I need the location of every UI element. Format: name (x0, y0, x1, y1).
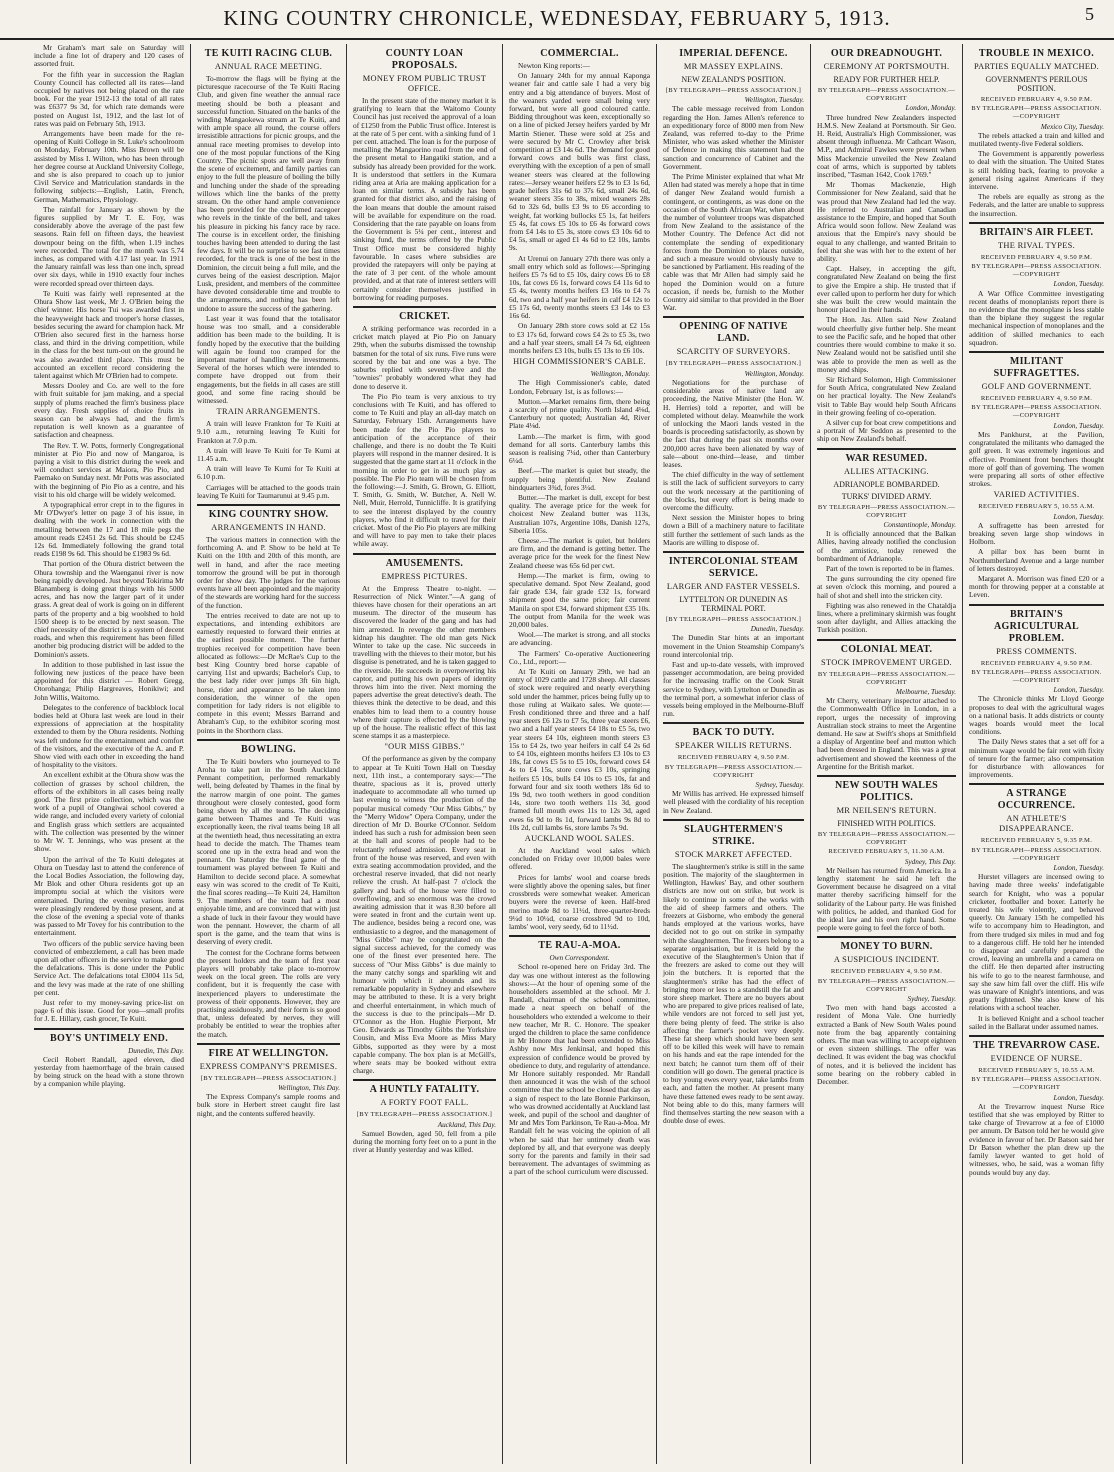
headline: A STRANGE OCCURRENCE. (969, 783, 1104, 812)
paragraph: A train will leave Te Kuiti for Te Kumi at 11.45 a.m. (197, 445, 340, 463)
received-line: RECEIVED FEBRUARY 4, 9.50 P.M. (980, 659, 1093, 667)
subheading: NEW ZEALAND'S POSITION. (681, 75, 786, 84)
paragraph: In the present state of the money market it is gratifying to learn that the Waitomo County Council has just received the approval of a loan of £1250 from the Public Trust office. Interest is at the rate of 5 per cent. with a sinking fund of 1 per cent. attached. The loan is for the purpose of metalling the Mangaorino road from the end of the present metal to Hangatiki station, and a subsidy has already been provided for the work. It is understood that settlers in the Kumara riding area at Aria are making application for a loan on similar terms. A subsidy has been granted for that district also, and the raising of the loan means that double the amount raised will be available for expenditure on the road. Considering that the rate payable on loans from the Government is 5¼ per cent., interest and sinking fund, the terms offered by the Public Trust Office must be considered highly favourable. In cases where subsidies are provided the ratepayers will only be paying at the rate of 3 per cent. of the whole amount provided, and at that rate of interest settlers will certainly consider themselves justified in borrowing for reading purposes. (353, 96, 496, 302)
subheading: MR NEILSEN'S RETURN. (836, 806, 937, 816)
subheading: A SUSPICIOUS INCIDENT. (833, 955, 940, 965)
subheading: ARRANGEMENTS IN HAND. (211, 522, 326, 532)
paragraph: Fast and up-to-date vessels, with improved passenger accommodation, are being provided for the increasing traffic on the Cook Strait service to Sydney, with Lyttelton or Dunedin as the terminal port, a somewhat inferior class of vessels being employed in the Melbourne-Bluff run. (663, 659, 804, 719)
paragraph: On January 24th for my annual Kaponga weaner fair and cattle sale I had a very big entry and a big attendance of buyers. Most of the weaners yarded were small being very forward, but were all good coloured cattle. Bidding throughout was keen, exceptionally so on a line of picked Jersey heifers yarded by Mr Martin Stiener. These were sold at 25s and were secured by Mr C. Crowley after brisk competition at £3 14s 6d. The demand for good forward cows and bulls was first class, everything with the exception of a pen of small weaner steers was cleared at the following rates:—Jersey weaner heifers £2 9s to £3 1s 6d, grade heifers 31s 6d to 37s 6d, small 24s 6d, weaner steers 35s to 38s, mixed weaners 28s 6d to 32s 6d, bulls £3 9s to £6 according to weight, fat working bullocks £5 1s, fat heifers £5 4s, fat cows £5 10s to £6 4s forward cows from £4 14s to £5 3s, store cows £3 10s 6d to £4 5s, small or aged £1 4s 6d to £2 10s, lambs 9s. (509, 71, 650, 253)
subheading: FINISHED WITH POLITICS. (837, 819, 936, 829)
subheading: PRESS COMMENTS. (996, 646, 1077, 656)
headline: AMUSEMENTS. (353, 553, 496, 570)
paragraph: Lamb.—The market is firm, with good demand for all sorts. Canterbury lambs this season is realising 7¼d, other than Canterbury 6¼d. (509, 431, 650, 466)
headline: WAR RESUMED. (817, 448, 956, 465)
paragraph: Carriages will be attached to the goods train leaving Te Kuiti for Taumarunui at 9.45 p.m. (197, 482, 340, 500)
paragraph: The Daily News states that a set off for a minimum wage would be fair rent with fixity of tenure for the farmer; also compensation for disturbance with allowances for improvements. (969, 737, 1104, 780)
subheading: ANNUAL RACE MEETING. (214, 62, 323, 71)
credit-line: BY TELEGRAPH—PRESS ASSOCIATION.—COPYRIGHT (817, 87, 956, 103)
dateline: Wellington, Tuesday. (744, 96, 804, 105)
paragraph: Negotiations for the purchase of considerable areas of native land are proceeding, the Native Minister (the Hon. W. H. Herries) told a reporter, and will be completed without delay. Meanwhile the work of unlocking the Maori lands vested in the boards is proceeding satisfactorily, as shown by the fact that during the past six months over 200,000 acres have been alienated by way of sale—about one-third—lease, and timber leases. (663, 377, 804, 469)
dateline: London, Tuesday. (1053, 512, 1104, 521)
headline: KING COUNTRY SHOW. (197, 504, 340, 521)
paragraph: It is believed Knight and a school teacher sailed in the Ballarat under assumed names. (969, 1013, 1104, 1031)
paragraph: School re-opened here on Friday 3rd. The day was one without interest as the following shows:—At the hour of opening some of the householders assembled at the school. Mr J. Randall, chairman of the school committee, made a neat speech on behalf of the householders who extended a welcome to their new teacher, Mr R. C. Honore. The speaker urged the children to place the same confidence in Mr Honore that had been extended to Miss Ashby now Mrs Jenkinsal, and hoped this expression of confidence would be proved by obedience to duty, and regularity of attendance. Mr Honore suitably responded. Mr Randall then announced it was the wish of the school committee that the school be closed that day as a sign of respect to the late Bonnie Parkinson, who was drowned accidentally at Auckland last week, and pupil of the school and daughter of Mr and Mrs Tom Parkinson, Te Rau-a-Moa. Mr Randall felt he was voicing the opinion of all when he said that her untimely death was deplored by all, and that everyone was deeply sorry for the parents and family in their sad bereavement. The advantages of swimming as a part of the school curriculum were discussed. (509, 962, 650, 1177)
paragraph: A pillar box has been burnt in Northumberland Avenue and a large number of letters destroyed. (969, 547, 1104, 573)
credit-line: BY TELEGRAPH—PRESS ASSOCIATION.—COPYRIGHT (817, 831, 956, 847)
headline: BOWLING. (197, 739, 340, 756)
paragraph: The High Commissioner's cable, dated London, February 1st, is as follows:— (509, 378, 650, 396)
paragraph: Sir Richard Solomon, High Commissioner for South Africa, congratulated New Zealand on her practical loyalty. The New Zealand's visit to Table Bay would help South Africans in their growing feeling of co-operation. (817, 374, 956, 417)
paragraph: The contest for the Cochrane forms between the present holders and the team of first year players will probably take place to-morrow week on the local green. The rolls are very confident, but it is frequently the case with inexperienced players to underestimate the prowess of their opponents. However, they are practising assiduously, and their form is so good that, unless defeated by nerves, they will probably be entitled to wear the trophies after the match. (197, 947, 340, 1039)
headline: BRITAIN'S AGRICULTURAL PROBLEM. (969, 604, 1104, 645)
paragraph: Next session the Minister hopes to bring down a Bill of a machinery nature to facilitate still further the settlement of such lands as the Maoris are willing to dispose of. (663, 513, 804, 547)
dateline: London, Tuesday. (1053, 864, 1104, 872)
headline: IMPERIAL DEFENCE. (679, 48, 788, 59)
received-line: RECEIVED FEBRUARY 5, 10.55 A.M. (978, 503, 1095, 511)
column-6 (810, 44, 962, 1464)
paragraph: Beef.—The market is quiet but steady, the supply being plentiful. New Zealand hindquarters 3¾d, fores 3¼d. (509, 466, 650, 492)
paragraph: Samuel Bowden, aged 50, fell from a pile during the morning forty feet on to a punt in the river at Huntly yesterday and was killed. (353, 1128, 496, 1155)
paragraph: The rebels attacked a train and killed and mutilated twenty-five Federal soldiers. (969, 130, 1104, 149)
credit-line: BY TELEGRAPH—PRESS ASSOCIATION.—COPYRIGHT (817, 503, 956, 519)
paragraph: The Te Kuiti bowlers who journeyed to Te Aroha to take part in the South Auckland Pennant competition, performed remarkably well, being defeated by Thames in the final by the narrow margin of one point. The games throughout were closely contested, good form being shown by all the teams. The deciding game between Thames and Te Kuiti was exceptionally keen, the rival teams being 18 all at the twentieth head, thus necessitating an extra head to decide the match. The Thames team scored one up in the extra head and won the pennant. On Saturday the final game of the tournament was played between Te Kuiti and Hamilton to decide second place. A somewhat easy win was scored to the credit of Te Kuiti, the final scores reading—Te Kuiti 24, Hamilton 9. The members of the team had a most enjoyable time, and are convinced that with just a shade of luck in their favour they would have won the pennant. However, the charm of all sport is the game, and the team that wins is deserving of every credit. (197, 756, 340, 947)
headline: COLONIAL MEAT. (817, 639, 956, 656)
paragraph: Mr Neilsen has returned from America. In a lengthy statement he said he left the Government because he disagreed on a vital matter thereby sacrificing himself for the solidarity of the Labour party. He was finished with politics, he added, and thanked God for the ideal law and his own right hand. Some people were going to feel the force of both. (817, 865, 956, 933)
paragraph: At Te Kuiti on January 29th, we had an entry of 1029 cattle and 1728 sheep. All classes of stock were required and nearly everything sold under the hammer, prices being fully up to those ruling at Waikato sales. We quote:—Fresh conditioned three and three and a half year steers £6 12s to £7 5s, three year steers £6, two and a half year steers £4 18s to £5 5s, two year steers £4 10s, eighteen month steers £3 15s to £4 2s, two year heifers in calf £4 2s 6d to £4 10s, eighteen months heifers £3 10s to £3 18s, fat cows £5 5s to £5 10s, forward cows £4 4s to £4 15s, store cows £3 10s, springing heifers £5 10s, bulls £4 10s to £5 10s, fat and forward four and six tooth wethers 18s 6d to 19s 9d, two tooth wethers in good condition 14s, store two tooth wethers 11s 3d, good framed full mouth ewes 11s to 12s 3d, aged ewes 6s 9d to 8s 1d, forward lambs 9s 8d to 10s 2d, cull lambs 6s, store lambs 7s 9d. (509, 667, 650, 832)
paragraph: The Hon. Jas. Allen said New Zealand would cheerfully give further help. She meant to see the Pacific safe, and he hoped that other countries there would combine to make it so. New Zealand would not be satisfied until she was able to provide the men as well as the money and ships. (817, 315, 956, 374)
paragraph: Messrs Dooley and Co. are well to the fore with fruit suitable for jam making, and a special supply of plums reached the firm's business place every day. Fresh supplies of choice fruits in season can be always had, and the firm's reputation is well known as a guarantee of satisfaction and cheapness. (34, 381, 184, 440)
paragraph: Delegates to the conference of backblock local bodies held at Ohura last week are loud in their expressions of appreciation at the hospitality extended to them by the Ohura residents. Nothing was left undone for the entertainment and comfort of the visitors, and the executive of the A. and P. Show vied with each other in exceeding the hand of hospitality to the visitors. (34, 702, 184, 770)
newspaper-title: KING COUNTRY CHRONICLE, WEDNESDAY, FEBRUARY 5, 1913. (223, 6, 891, 30)
subheading: ALLIES ATTACKING. (844, 466, 929, 476)
paragraph: Of the performance as given by the company to appear at Te Kuiti Town Hall on Tuesday next, 11th inst., a contemporary says:—"The theatre, spacious as it is, proved utterly inadequate to accommodate all who turned up last evening to witness the production of the popular musical comedy "Our Miss Gibbs," by the "Merry Widow" Opera Company, under the direction of Mr D. Bourke O'Connor. Seldom indeed has such a rush for admission been seen at the hall and scores of people had to be reluctantly refused admission. Every seat in front of the house was reserved, and even with extra seating accommodation provided, and the orchestral reserve invaded, that did not nearly relieve the crush. At half-past 7 o'clock the gallery and back of the house were filled to overflowing, and so enormous was the crowd awaiting admission that it was 8.30 before all were seated in front and the curtain went up. The audience, besides being a record one, was enthusiastic to a degree, and the management of "Miss Gibbs" may be congratulated on the signal success achieved, for the comedy was one of the finest ever presented here. The success of "Our Miss Gibbs" is due mainly to the many catchy songs and sparkling wit and humour with which it abounds and its remarkable popularity in Sydney and elsewhere may be attributed to these. It is a very bright and cheerful entertainment, in which much of the success is due to the principals—Mr D. O'Connor as the Hon. Hughie Pierpont, Mr Geo. Edwards as Timothy Gibbs the Yorkshire Cousin, and Miss Eva Moore as Miss Mary Gibbs, supported as they were by a most capable company. The box plan is at McGill's, where seats may be booked without extra charge. (353, 754, 496, 1076)
paragraph: It is officially announced that the Balkan Allies, having already notified the conclusion of the armistice, today renewed the bombardment of Adrianople. (817, 529, 956, 563)
headline: TE KUITI RACING CLUB. (204, 48, 333, 59)
paragraph: Arrangements have been made for the re-opening of Kuiti College in St. Luke's schoolroom on Monday, February 10th. Miss Brown will be assisted by Miss I. Wilton, who has been through her degree course at Auckland University College, and she is also prepared to coach up to junior Civil Service and Matriculation standards in the following subjects:—English, Latin, French, German, Mathematics, Physiology. (34, 129, 184, 204)
dateline: Sydney, This Day. (904, 857, 956, 866)
subheading: GOLF AND GOVERNMENT. (981, 382, 1092, 392)
paragraph: Mrs Pankhurst, at the Pavilion, congratulated the militants who damaged the golf green. It was extremely ingenious and effective. Prominent front benchers thought more of golf than of governing. The women were preparing all sorts of other effective strokes. (969, 429, 1104, 489)
dateline: Wellington, Monday. (744, 369, 804, 378)
paragraph: The chief difficulty in the way of settlement is still the lack of sufficient surveyors to carry out the work necessary at the partitioning of the blocks, but every effort is being made to overcome the difficulty. (663, 470, 804, 512)
paragraph: Hemp.—The market is firm, owing to speculative demand. Spot New Zealand, good fair grade £34, fair grade £32 1s, forward shipment good the same price; fair current Manila on spot £34, forward shipment £35 10s. The output from Manila for the week was 20,000 bales. (509, 570, 650, 629)
headline: NEW SOUTH WALES POLITICS. (817, 775, 956, 804)
headline: COMMERCIAL. (540, 48, 619, 59)
credit-line: [BY TELEGRAPH—PRESS ASSOCIATION.] (665, 615, 802, 623)
received-line: RECEIVED FEBRUARY 4, 9.50 P.M. (980, 253, 1093, 261)
credit-line: BY TELEGRAPH—PRESS ASSOCIATION.—COPYRIGHT (971, 1076, 1102, 1092)
subheading: MONEY FROM PUBLIC TRUST OFFICE. (362, 74, 487, 93)
column-1 (28, 44, 190, 1464)
paragraph: Cheese.—The market is quiet, but holders are firm, and the demand is getting better. The average price for the week for the finest New Zealand cheese was 65s 6d per cwt. (509, 535, 650, 570)
paragraph: A War Office Committee investigating recent deaths of monoplanists report there is no evidence that the monoplane is less stable than the biplane they suggest the regular mechanical inspection of monoplanes and the addition of skilled mechanics to each squadron. (969, 288, 1104, 347)
subheading: READY FOR FURTHER HELP. (833, 75, 940, 84)
paragraph: Two officers of the public service having been convicted of embezzlement, a call has been made upon all other officers in the service to make good the defalcations. This is done under the Public Service Act. The defalcations total £3004 11s 5d, and the levy was made at the rate of one shilling per cent. (34, 938, 184, 997)
received-line: RECEIVED FEBRUARY 5, 10.55 A.M. (978, 1067, 1095, 1075)
paragraph: Butter.—The market is dull, except for best quality. The average price for the week for choicest New Zealand butter was 113s, Australian 107s, Argentine 108s, Danish 127s, Siberia 105s. (509, 492, 650, 535)
headline: TE RAU-A-MOA. (509, 935, 650, 952)
paragraph: To-morrow the flags will be flying at the picturesque racecourse of the Te Kuiti Racing Club, and given fine weather the annual race meeting should be both a pleasant and successful function. Situated on the banks of the winding Mangaokewa stream at Te Kuiti, and with ample space all round, the course offers irresistible attractions for picnic groups, and the annual race meeting promises to develop into one of the most popular functions of the King Country. The picnic spots are well away from the scene of excitement, and family parties can enjoy to the full the pleasure of boiling the billy and lunching under the shade of the spreading willows which line the banks of the pretty stream. On the other hand ample convenience has been provided for the confirmed racegoer who revels in the tinkle of the bell, and takes his pleasure in picking his fancy race by race. The course is in excellent order, the finishing touches having been attended to during the last few days. It will be no surprise to see fast times recorded, for the track is one of the best in the Dominion, the circuit being a full mile, and the curves being of the easiest description. Major Lusk, president, and members of the committee have devoted considerable time and trouble to the arrangements, and nothing has been left undone to assure the success of the gathering. (197, 74, 340, 313)
paragraph: At the Empress Theatre to-night. —Resurrection of Nick Winter."—A gang of thieves have chosen for their operations an art museum. The director of the museum has discovered the leader of the gang and has had him arrested. In revenge the other members kidnap his daughter. The old man gets Nick Winter to take up the case. Nic succeeds in travelling with the thieves to their motor, but his disguise is penetrated, and he is taken gagged to the riverside. He succeeds in overpowering his captor, and putting his own papers of identity throws him into the river. Next morning the papers advertise the great detective's death. The thieves think the detective to be dead, and this enables him to lead them to a country house where their capture is effected by the blowing up of the house. The realistic effect of this last scene stamps it as a masterpiece. (353, 583, 496, 741)
paragraph: Mr Graham's mart sale on Saturday will include a fine lot of drapery and 120 cases of assorted fruit. (34, 44, 184, 69)
dateline: London, Tuesday. (1053, 280, 1104, 289)
paragraph: Mr Cherry, veterinary inspector attached to the Commonwealth Office in London, in a report, urges the necessity of improving Australian stock strains to meet the Argentine demand. He saw at Swift's shops at Smithfield a display of Argentine beef and mutton which had been dressed in England. This was a great advertisement and showed the keenness of the Argentine for the British market. (817, 696, 956, 771)
paragraph: Margaret A. Morrison was fined £20 or a month for throwing pepper at a constable at Leven. (969, 573, 1104, 600)
subheading: PARTIES EQUALLY MATCHED. (973, 62, 1100, 71)
paragraph: A train will leave Te Kumi for Te Kuiti at 6.10 p.m. (197, 464, 340, 482)
paragraph: Te Kuiti was fairly well represented at the Ohura Show last week, Mr J. O'Brien being the chief winner. His horse Tui was awarded first in the heavyweight hack and trooper's horse classes, besides securing the award for champion hack. Mr O'Brien also secured first in the harness horse class, and third in the driving competition, while in the class for the best turn-out on the ground he was also awarded third place. This must be accounted an excellent record considering the talent against which Mr O'Brien had to compete. (34, 288, 184, 380)
subheading: ADRIANOPLE BOMBARDED. (833, 479, 940, 489)
credit-line: BY TELEGRAPH—PRESS ASSOCIATION.—COPYRIGHT (664, 763, 803, 779)
paragraph: A typographical error crept in to the figures in Mr O'Dwyer's letter on page 3 of his issue, in dealing with the work in connection with the metalling between the 17 and 18 mile pegs the amount reads £2451 2s 6d. This should be £245 12s 6d. Immediately following the grand total reads £198 9s 6d. This should be £1983 9s 6d. (34, 499, 184, 559)
paragraph: Wool.—The market is strong, and all stocks are advancing. (509, 630, 650, 648)
page-number: 5 (1085, 4, 1094, 24)
paragraph: A silver cup for boat crew competitions and a portrait of Mr Seddon as presented to the ship on New Zealand's behalf. (817, 417, 956, 444)
headline: MONEY TO BURN. (817, 936, 956, 953)
paragraph: The guns surrounding the city opened fire at seven o'clock this morning, and poured a hail of shot and shell into the stricken city. (817, 574, 956, 600)
paragraph: Two men with hand bags accosted a resident of Mona Vale. One hurriedly extracted a Bank of New South Wales pound note from the bag apparently containing others. The man was willing to accept eighteen or even sixteen shillings. The offer was declined. It was evident the bag was chockful of notes, and it is believed the incident has some bearing on the robbery cabled in December. (817, 1003, 957, 1087)
paragraph: On January 28th store cows sold at £2 15s to £3 17s 6d, forward cows £4 2s to £5 3s, two and a half year steers, small £4 7s 6d, eighteen months heifers £3 10s, bulls £5 13s to £6 10s. (509, 321, 650, 355)
paragraph: An excellent exhibit at the Ohura show was the collection of grasses by school children, the efforts of the exhibitors in all cases being really good. The first prize collection, which was the work of a pupil of Otangiwai school covered a wide range, and included every variety of colonial and English grass which settlers are acquainted with. The collection was presented by the winner to Mr W. T. Jennings, who was present at the show. (34, 770, 184, 854)
dateline: London, Monday. (905, 104, 956, 113)
paragraph: For the fifth year in succession the Raglan County Council has collected all its rates—land occupied by natives not being placed on the rate book. For the year 1912-13 the total of all rates was £6377 9s 3d, for which rate demands were posted on August 1st, 1912, and the last lot of rates was paid on February 5th, 1913. (34, 69, 184, 128)
paragraph: The Pio Pio team is very anxious to try conclusions with Te Kuiti, and has offered to come to Te Kuiti and play an all-day match on Saturday, February 15th. Arrangements have been made for the Pio Pio players to anticipation of the acceptance of their challenge, and there is no doubt the Te Kuiti players will respond in the manner desired. It is suggested that the game start at 11 o'clock in the morning in order to get in as much play as possible. The Pio Pio team will be chosen from the following:—J. Smith, G. Brown, G. Elliott, T. Smith, G. Smith, W. Butcher, A. Nell W. Nell, Muir, Herrold, Tunnicliffe. It is gratifying to see the interest displayed by the country players, who find it difficult to travel for their cricket. Most of the Pio Pio players are milking and will have to pay men to take their places while away. (353, 391, 496, 549)
paragraph: The Prime Minister explained that what Mr Allen had stated was merely a hope that in time of danger New Zealand would furnish a contingent, or contingents, as was done on the occasion of the South African War, when about the number of volunteer troops was dispatched from New Zealand to the assistance of the Mother Country. The Defence Act did not contemplate the sending of expeditionary forces from the Dominion to places outside, and such a measure would obviously have to be sanctioned by Parliament. His reading of the cable was that Mr Allen had simply said he hoped the Dominion would on a future occasion, if needs be, furnish to the Mother Country aid similar to that provided in the Boer War. (663, 172, 804, 313)
headline: TROUBLE IN MEXICO. (978, 48, 1095, 59)
credit-line: BY TELEGRAPH—PRESS ASSOCIATION.—COPYRIGHT (817, 977, 956, 993)
credit-line: BY TELEGRAPH—PRESS ASSOCIATION.—COPYRIGHT (971, 404, 1102, 420)
paragraph: The rainfall for January as shown by the figures supplied by Mr T. E. Foy, was considerably above the average of the past few seasons. Rain fell on fifteen days, the heaviest downpour being on the fifth, when 1.19 inches were recorded. The total for the month was 5.74 inches, as compared with 4.17 last year. In 1911 the January rainfall was less than one inch, spread over six days, while in 1910 exactly four inches were recorded spread over thirteen days. (34, 204, 184, 288)
subheading: MR MASSEY EXPLAINS. (683, 62, 784, 71)
credit-line: [BY TELEGRAPH—PRESS ASSOCIATION.] (356, 1111, 493, 1119)
headline: COUNTY LOAN PROPOSALS. (385, 48, 464, 71)
dateline: Mexico City, Tuesday. (1040, 122, 1104, 131)
paragraph: Cecil Robert Randall, aged eleven, died yesterday from haemorrhage of the brain caused by being struck on the head with a stone thrown by a companion while playing. (34, 1054, 184, 1089)
column-3 (346, 44, 502, 1464)
headline: SLAUGHTERMEN'S STRIKE. (663, 819, 804, 848)
paragraph: A suffragette has been arrested for breaking seven large shop windows in Holborn. (969, 520, 1104, 547)
received-line: RECEIVED FEBRUARY 4, 9.50 P.M. (677, 754, 790, 762)
dateline: Auckland, This Day. (437, 1120, 496, 1129)
subheading: SCARCITY OF SURVEYORS. (676, 347, 791, 357)
columns (28, 44, 1110, 1464)
paragraph: Mutton.—Market remains firm, there being a scarcity of prime quality. North Island 4⅛d, Canterbury not quoted; Australian 4d, River Plate 4⅛d. (509, 396, 650, 431)
paragraph: Prices for lambs' wool and coarse breds were slightly above the opening sales, but finer crossbreds were somewhat weaker. American buyers were the reverse of keen. Half-bred merino made 8d to 11½d, three-quarter-breds 9¼d to 10¼d, coarse crossbred 9d to 10d, lambs' wool, very seedy, 6d to 11½d. (509, 872, 650, 931)
dateline: London, Tuesday. (1053, 686, 1104, 695)
subheading: STOCK MARKET AFFECTED. (674, 849, 793, 859)
subheading: EVIDENCE OF NURSE. (990, 1054, 1083, 1064)
subheading: LYTTELTON OR DUNEDIN AS TERMINAL PORT. (679, 594, 788, 613)
dateline: London, Tuesday. (1053, 421, 1104, 430)
dateline: Wellington, Monday. (590, 370, 650, 379)
headline: OPENING OF NATIVE LAND. (663, 316, 804, 345)
subheading: TURKS' DIVIDED ARMY. (841, 491, 932, 501)
credit-line: BY TELEGRAPH—PRESS ASSOCIATION.—COPYRIGHT (817, 670, 956, 686)
paragraph: The Express Company's sample rooms and bulk store in Herbert street caught fire last night, and the contents suffered heavily. (197, 1092, 340, 1118)
subheading: EMPRESS PICTURES. (381, 571, 468, 581)
received-line: RECEIVED FEBRUARY 4, 9.50 P.M. (980, 96, 1093, 103)
headline: OUR DREADNOUGHT. (830, 48, 943, 59)
paragraph: Fighting was also renewed in the Chataldja lines, where a preliminary skirmish was fought soon after daylight, and Allies attacking the Turkish position. (817, 600, 956, 635)
paragraph: The Rev. T. W. Potts, formerly Congregational minister at Pio Pio and now of Mangaroa, is paying a visit to this district during the week and will conduct services at Maiora, Pio Pio, and Paemako on Sunday next. Mr Potts was associated with the beginning of Pio Pio as a centre, and his visit to his old charge will be widely welcomed. (34, 440, 184, 499)
credit-line: BY TELEGRAPH—PRESS ASSOCIATION.—COPYRIGHT (971, 263, 1102, 279)
paragraph: Newton King reports:— (518, 61, 590, 70)
headline: MILITANT SUFFRAGETTES. (969, 351, 1104, 380)
paragraph: Mr Thomas Mackenzie, High Commissioner for New Zealand, said that he was proud that New Zealand had led the way. He referred to Australian and Canadian assistance to the Empire, and hoped that South Africa would soon follow. New Zealand was anxious that the Empire's navy should be equal to any challenge, and wanted Britain to feel that she was with her to the extent of her ability. (817, 180, 956, 264)
paragraph: Mr Willis has arrived. He expressed himself well pleased with the cordiality of his reception in New Zealand. (663, 789, 804, 815)
headline: A HUNTLY FATALITY. (353, 1079, 496, 1096)
subheading: AUCKLAND WOOL SALES. (524, 834, 635, 844)
credit-line: [BY TELEGRAPH—PRESS ASSOCIATION.] (200, 1074, 337, 1082)
credit-line: BY TELEGRAPH—PRESS ASSOCIATION.—COPYRIGHT (971, 846, 1102, 862)
masthead (0, 0, 1114, 40)
dateline: Sydney, Tuesday. (907, 995, 956, 1004)
headline: THE TREVARROW CASE. (969, 1035, 1104, 1052)
paragraph: The entries received to date are not up to expectations, and intending exhibitors are earnestly requested to forward their entries at the earliest possible moment. The further trophies received for competition have been allocated as follows:—Dr McRae's Cup to the best King Country bred horse capable of carrying 11st and upwards; Bachelor's Cup, to the best lady rider over jumps 3ft 6in high, horse, rider and appearance to be taken into consideration, the winner of the open competition for lady riders is not eligible to compete in this event; Messrs Barrand and Abraham's Cup, to the exhibitor scoring most points in the Shorthorn class. (197, 610, 340, 735)
subheading: CEREMONY AT PORTSMOUTH. (823, 62, 950, 71)
paragraph: A train will leave Frankton for Te Kuiti at 9.10 a.m., returning leaving Te Kuiti for Frankton at 7.0 p.m. (197, 419, 340, 445)
paragraph: Just refer to my money-saving price-list on page 6 of this issue. Good for you—small profits for J. E. Hillary, cash grocer, Te Kuiti. (34, 997, 184, 1024)
paragraph: The cable message received from London regarding the Hon. James Allen's reference to an expeditionary force of 8000 men from New Zealand, was referred to-day to the Prime Minister, who was asked whether the Minister of Defence in making this statement had the sanction and concurrence of Cabinet and the Government. (663, 104, 804, 171)
subheading: VARIED ACTIVITIES. (993, 490, 1080, 500)
paragraph: At Urenui on January 27th there was only a small entry which sold as follows:—Springing heifers £5 7s 6d to £5 10s, dairy cows £6 to £8 10s, fat cows £6 1s, forward cows £4 11s 6d to £5 4s, twenty months heifers £3 16s to £4 7s 6d, two and a half year heifers in calf £4 12s to £5 17s 6d, twenty months steers £3 14s to £3 16s 6d. (509, 253, 650, 321)
subheading: A FORTY FOOT FALL. (380, 1098, 469, 1108)
headline: BOY'S UNTIMELY END. (34, 1028, 184, 1045)
column-5 (656, 44, 810, 1464)
credit-line: BY TELEGRAPH—PRESS ASSOCIATION.—COPYRIGHT (971, 668, 1102, 684)
received-line: RECEIVED FEBRUARY 4, 9.50 P.M. (980, 395, 1093, 403)
paragraph: The rebels are equally as strong as the Federals, and the latter are unable to suppress the insurrection. (969, 192, 1104, 218)
subheading: GOVERNMENT'S PERILOUS POSITION. (985, 75, 1088, 93)
paragraph: The Farmers' Co-operative Auctioneering Co., Ltd., report:— (509, 648, 650, 666)
headline: CRICKET. (353, 306, 496, 323)
headline: BACK TO DUTY. (663, 722, 804, 739)
dateline: Wellington, This Day. (277, 1083, 340, 1092)
column-4 (502, 44, 656, 1464)
paragraph: The Government is apparently powerless to deal with the situation. The United States is still holding back, fearing to provoke a general rising against Americans if they intervene. (969, 149, 1104, 192)
paragraph: Hurstet villagers are incensed owing to having made three weeks' indefatigable search for Knight, who was a popular cricketer, footballer and boxer. Latterly he treated his wife violently, and behaved queerly. On January 15th he compelled his wife to accompany him to Headington, and from there trudged six miles in mud and fog to a dangerous cliff. He told her he intended to disappear and carefully prepared the crowd, leaving an umbrella and a camera on the cliff. He then departed after instructing his wife to go to the nearest farmhouse, and say she saw him fall over the cliff. His wife was unaware of Knight's intentions, and was greatly frightened. She also knew of his relations with a school teacher. (969, 872, 1104, 1013)
headline: FIRE AT WELLINGTON. (197, 1043, 340, 1060)
paragraph: The Chronicle thinks Mr Lloyd George proposes to deal with the agricultural wages on a national basis. It adds districts or county wages boards would meet the local conditions. (969, 694, 1104, 737)
dateline: London, Tuesday. (1053, 1093, 1104, 1102)
paragraph: Last year it was found that the totalisator house was too small, and a considerable addition has been made to the building. It is fondly hoped by the executive that the building will again be found too cramped for the important matter of handling the investments. Several of the horses which were intended to compete have dropped out from their engagements, but the fields in all cases are still good, and some fine racing should be witnessed. (197, 313, 340, 405)
paragraph: Part of the town is reported to be in flames. (826, 563, 955, 573)
paragraph: Three hundred New Zealanders inspected H.M.S. New Zealand at Portsmouth. Sir Geo. H. Reid, Australia's High Commissioner, was absent through influenza. Mr Cathcart Wason, M.P., and Admiral Fawkes were present when Miss Mackenzie unveiled the New Zealand coat of arms, which is supported by tablets inscribed, "Tasman 1642, Cook 1769." (817, 112, 956, 180)
paragraph: The Dunedin Star hints at an important movement in the Union Steamship Company's round intercolonial trip. (663, 633, 804, 659)
subheading: TRAIN ARRANGEMENTS. (216, 407, 321, 417)
credit-line: [BY TELEGRAPH—PRESS ASSOCIATION.] (665, 87, 802, 94)
subheading: THE RIVAL TYPES. (998, 240, 1075, 250)
dateline: Melbourne, Tuesday. (895, 687, 956, 696)
column-2 (190, 44, 346, 1464)
dateline: Dunedin, Tuesday. (750, 625, 804, 634)
paragraph: In addition to those published in last issue the following new justices of the peace have been appointed for this district — Robert Gregg, Otorohanga; Philip Hargreaves, Honikiwi; and John Willis, Waitomo. (34, 659, 184, 702)
subheading: EXPRESS COMPANY'S PREMISES. (199, 1061, 338, 1071)
dateline: Constantinople, Monday. (883, 520, 956, 529)
paragraph: At the Auckland wool sales which concluded on Friday over 10,000 bales were offered. (509, 846, 650, 872)
headline: BRITAIN'S AIR FLEET. (969, 222, 1104, 239)
subheading: HIGH COMMISSIONER'S CABLE. (513, 357, 646, 367)
subheading: SPEAKER WILLIS RETURNS. (675, 741, 792, 751)
credit-line: BY TELEGRAPH—PRESS ASSOCIATION.—COPYRIGHT (971, 105, 1102, 121)
headline: INTERCOLONIAL STEAM SERVICE. (663, 551, 804, 580)
byline: Own Correspondent. (549, 954, 610, 963)
column-7 (962, 44, 1110, 1464)
received-line: RECEIVED FEBRUARY 5, 11.30 A.M. (828, 848, 945, 856)
credit-line: [BY TELEGRAPH—PRESS ASSOCIATION.] (665, 360, 802, 368)
paragraph: The various matters in connection with the forthcoming A. and P. Show to be held at Te Kuiti on the 10th and 20th of this month, are well in hand, and after the race meeting tomorrow the ground will be put in thorough order for show day. The judges for the various events have all been appointed and the majority of the stewards are working hard for the success of the function. (197, 534, 340, 610)
subheading: STOCK IMPROVEMENT URGED. (821, 657, 952, 667)
received-line: RECEIVED FEBRUARY 5, 9.35 P.M. (980, 837, 1093, 845)
paragraph: Upon the arrival of the Te Kuiti delegates at Ohura on Tuesday last to attend the conference of the Local Bodies Association, the following day, Mr Blok and other Ohura residents got up an impromptu social at which the visitors were entertained. During the evening various items were pleasingly rendered by those present, and at the close of the evening a special vote of thanks was passed to Mr Tovey for his contribution to the entertainment. (34, 854, 184, 938)
paragraph: At the Trevarrow inquest Nurse Rice testified that she was employed by Ritter to take charge of Trevarrow at a fee of £1000 per annum. Dr Batson told her he would give evidence in favour of her. Dr Batson said her Dr Batson whether the plan drew up the family lawyer wanted to get hold of witnesses, who, he said, was a woman fifty pounds would buy any day. (969, 1101, 1104, 1177)
subheading: LARGER AND FASTER VESSELS. (666, 581, 801, 591)
dateline: Sydney, Tuesday. (755, 781, 804, 789)
subheading: AN ATHLETE'S DISAPPEARANCE. (999, 814, 1074, 834)
paragraph: Capt. Halsey, in accepting the gift, congratulated New Zealand on being the first to give the Empire a ship. He trusted that if ever called upon to perform her duty for which she was built the crew would maintain the honour placed in their hands. (817, 264, 956, 315)
paragraph: That portion of the Ohura district between the Ohura township and the Waenganui river is now being rapidly developed. Just beyond Tokirima Mr Blanamberg is doing great things with his 5000 acres, and has now the larger part of it under grass. A great deal of work is going on in different parts of the property and a big woolshed to hold 1500 sheep is to be erected by next season. The chief necessity of the district is a system of decent roads, and when this requirement has been filled another big producing district will be added to the Dominion's assets. (34, 559, 184, 659)
received-line: RECEIVED FEBRUARY 4, 9.50 P.M. (830, 968, 943, 976)
dateline: Dunedin, This Day. (128, 1046, 184, 1055)
paragraph: A striking performance was recorded in a cricket match played at Pio Pio on January 29th, when the suburbs dismissed the township batsmen for the total of six runs. Five runs were scored by the bat and one was a bye. The suburbs replied with seventy-five and the "townies" probably wondered what they had done to deserve it. (353, 324, 496, 391)
paragraph: The slaughtermen's strike is still in the same position. The majority of the slaughtermen in Wellington, Hawkes' Bay, and other southern districts are now out on strike, but work is likely to continue in some of the works with the aid of sheep farmers and others. The freezers at Gisborne, who embody the general hands employed at the various works, have decided not to go out on strike in sympathy with the slaughtermen. The freezers belong to a separate organisation, but it is held by the executive of the Slaughtermen's Union that if the freezers are asked to come out they will join the butchers. It is reported that the slaughtermen's strike has had the effect of bringing more or less to a standstill the fat and store sheep market. There are no buyers about who are prepared to give prices realised of late, while vendors are not forced to sell just yet, there being plenty of feed. The strike is also affecting the farmer's pocket very deeply. These fat sheep which should have been sent off to be killed this week will have to remain on his hands and eat the rape intended for the next batch; he cannot turn them off of their condition will go down. The general practice is to buy young ewes every year, take lambs from each, and fatten the mother. At present many have these fattened ewes ready to be sent away. Not being able to do this, many farmers will find themselves starting the new season with a double dose of ewes. (663, 861, 804, 1126)
subheading: "OUR MISS GIBBS." (384, 742, 465, 752)
